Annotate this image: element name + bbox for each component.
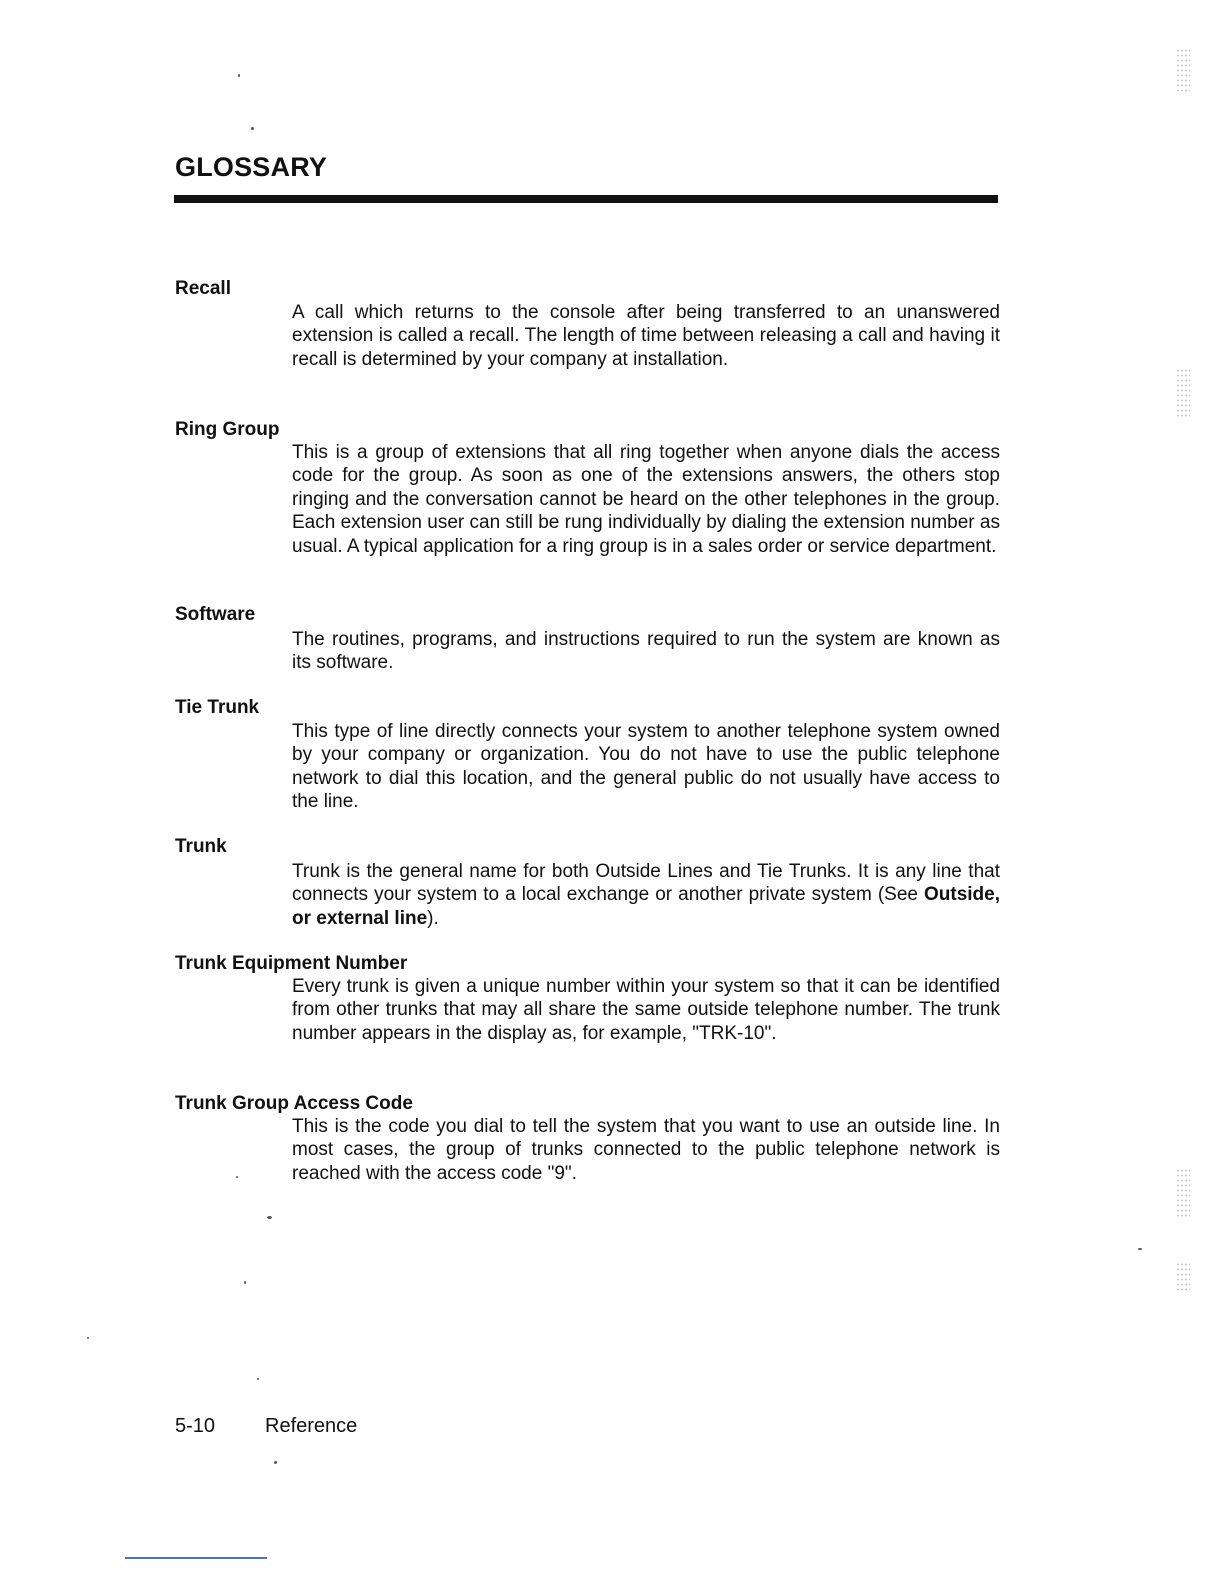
entry-definition: The routines, programs, and instructions required to run the system are known as its software. bbox=[292, 629, 1000, 674]
entry-definition: Every trunk is given a unique number within your system so that it can be identified from other trunks that may all share the same outside telephone number. The trunk number appears in the display as, for example, "TRK-10". bbox=[292, 976, 1000, 1044]
entry-term: Trunk bbox=[175, 836, 227, 857]
scan-edge-noise bbox=[1176, 1168, 1190, 1218]
scan-speck bbox=[238, 74, 240, 77]
entry-definition: This type of line directly connects your system to another telephone system owned by your company or organization. You do not have to use the public telephone network to dial this location, and the general public do not usually have access to the line. bbox=[292, 721, 1000, 813]
footer-section-label: Reference bbox=[265, 1415, 358, 1437]
scan-edge-noise bbox=[1176, 1262, 1190, 1292]
scan-speck bbox=[244, 1281, 246, 1284]
entry-term: Software bbox=[175, 604, 256, 625]
scan-speck bbox=[257, 1378, 259, 1380]
scan-speck bbox=[236, 1176, 238, 1178]
scan-speck bbox=[1138, 1248, 1142, 1250]
entry-term: Trunk Group Access Code bbox=[175, 1093, 413, 1114]
scan-speck bbox=[274, 1461, 277, 1464]
entry-definition: This is the code you dial to tell the system that you want to use an outside line. In most cases, the group of trunks connected to the public telephone network is reached with the access code "9". bbox=[292, 1116, 1000, 1184]
scan-speck bbox=[251, 127, 254, 130]
cross-reference: Outside, or external line bbox=[292, 884, 1000, 929]
entry-term: Tie Trunk bbox=[175, 697, 260, 718]
scan-edge-noise bbox=[1176, 368, 1190, 418]
definition-text: Trunk is the general name for both Outside Lines and Tie Trunks. It is any line that connects your system to a local exchange or another private system (See bbox=[292, 861, 1000, 906]
entry-definition: This is a group of extensions that all ring together when anyone dials the access code for the group. As soon as one of the extensions answers, the others stop ringing and the conversation cannot be heard on the other telephones in the group. Each extension user can still be rung individually by dialing the extension number as usual. A typical application for a ring group is in a sales order or service department. bbox=[292, 442, 1000, 557]
entry-definition: A call which returns to the console after being transferred to an unanswered extension is called a recall. The length of time between releasing a call and having it recall is determined by your company at installation. bbox=[292, 302, 1000, 370]
entry-term: Trunk Equipment Number bbox=[175, 953, 408, 974]
entry-definition bbox=[292, 860, 1000, 930]
scan-edge-noise bbox=[1176, 48, 1190, 92]
entry-term: Ring Group bbox=[175, 419, 280, 440]
scan-speck bbox=[87, 1337, 89, 1339]
entry-term: Recall bbox=[175, 278, 231, 299]
scan-speck bbox=[267, 1216, 272, 1219]
scan-edge-line bbox=[125, 1557, 267, 1559]
page-title: GLOSSARY bbox=[175, 152, 328, 182]
definition-text: ). bbox=[427, 907, 439, 929]
footer-page-number: 5-10 bbox=[175, 1415, 216, 1437]
title-rule bbox=[174, 195, 998, 203]
